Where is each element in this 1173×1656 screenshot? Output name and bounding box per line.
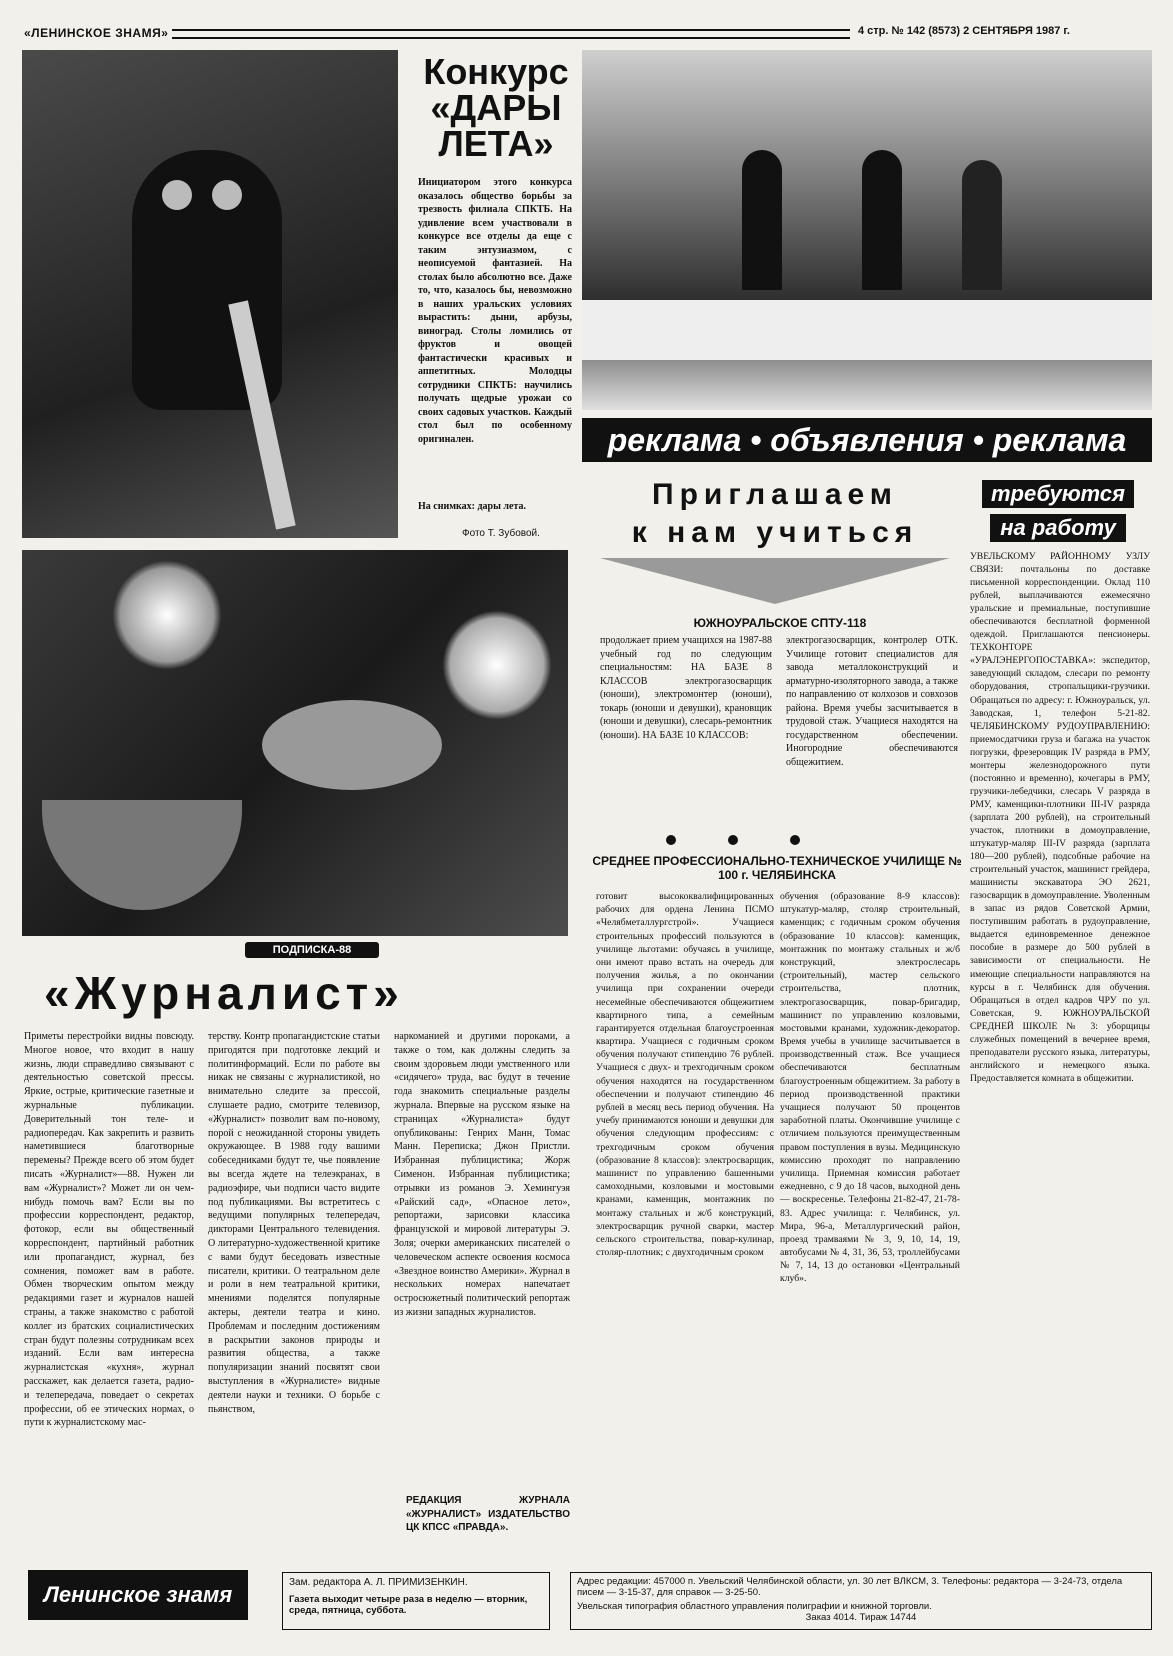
address-line: Адрес редакции: 457000 п. Увельский Челябинской области, ул. 30 лет ВЛКСМ, 3. Телефоны: редактора — 3-24-73, отдела писем — 3-15-37, для справок — 3-25-50. — [577, 1576, 1123, 1598]
uchilishche100-right: обучения (образование 8-9 классов): штукатур-маляр, столяр строительный, каменщик; с годичным сроком обучения (образование 10 классов): каменщик, монтажник по монтажу стальных и ж/б конструкций, электрослесарь (строительный), мастер сельского строительства, плотник, электрогазосварщик, повар-бригадир, машинист по управлению козловыми, мостовыми кранами, художник-декоратор. Время учебы в училище засчитывается в производственный стаж. Все учащиеся обеспечиваются бесплатным благоустроенным общежитием. За работу в период производственной практики учащиеся получают 50 процентов заработной платы. Окончившие училище с отличием пользуются преимущественным правом поступления в вузы. Медицинскую комиссию проходят по направлению училища. Приемная комиссия работает ежедневно, с 9 до 18 часов, выходной день — воскресенье. Телефоны 21-82-47, 21-78-83. Адрес училища: г. Челябинск, ул. Мира, 96-а, Металлургический район, проезд трамваями № 3, 9, 10, 14, 19, автобусами № 4, 31, 36, 53, троллейбусами № 7, 14, 13 до остановки «Центральный клуб». — [780, 891, 960, 1285]
journalist-title: «Журналист» — [44, 967, 404, 1019]
spto118-left: продолжает прием учащихся на 1987-88 учебный год по следующим специальностям: НА БАЗЕ 8 КЛАССОВ электрогазосварщик (юноши), электромонтер (юноши), токарь (юноши и девушки), крановщик (юноши и девушки), слесарь-ремонтник (юноши). НА БАЗЕ 10 КЛАССОВ: — [600, 635, 772, 741]
separator-dots — [640, 832, 826, 850]
journalist-col1: Приметы перестройки видны повсюду. Многое новое, что входит в нашу жизнь, люди справедливо связывают с деятельностью советской прессы. Яркие, острые, критические газетные и журнальные публикации. Доверительный тон теле- и радиопередач. Как закрепить и развить наметившиеся благотворные перемены? Прежде всего об этом будет писать «Журналист»—88. Нужен ли вам «Журналист»? Может ли он чем-нибудь помочь вам? Если вы по профессии корреспондент, редактор, фотокор, если вы общественный корреспондент, партийный работник или пропагандист, журнал, без сомнения, поможет вам в работе. Обмен творческим опытом между редакциями газет и журналов нашей страны, а также знакомство с работой коллег из братских социалистических стран будут полезны сотрудникам всех изданий. Если вам интересна журналистская «кухня», журнал расскажет, как делается газета, радио- и телепередача, поведает о секретах профессии, об ее этических нормах, о пути к журналистскому мас- — [24, 1031, 194, 1429]
newspaper-logo: Ленинское знамя — [28, 1570, 248, 1620]
photo-flowers-fruit — [22, 550, 568, 936]
editor-line: Зам. редактора А. Л. ПРИМИЗЕНКИН. — [289, 1577, 468, 1588]
ad-banner: реклама • объявления • реклама — [582, 418, 1152, 462]
schedule-line: Газета выходит четыре раза в неделю — вторник, среда, пятница, суббота. — [289, 1594, 528, 1616]
editor-box — [282, 1572, 550, 1630]
masthead-rule — [172, 29, 850, 39]
journalist-col2: терству. Контр пропагандистские статьи пригодятся при подготовке лекций и политинформаций. Если по работе вы никак не связаны с журналистикой, но внимательно следите за прессой, слушаете радио, смотрите телевизор, «Журналист» позволит вам по-новому, порой с неожиданной стороны увидеть окружающее. В 1988 году вашими собеседниками будут те, чье появление вы всегда ждете на телеэкранах, в радиоэфире, чьи подписи часто видите под публикациями. Вы встретитесь с ведущими популярных телепередач, дикторами Центрального телевидения. О литературно-художественной критике с вами будут беседовать известные писатели, критики. О театральном деле и роли в нем театральной критики, мнениями поделятся популярные актеры, деятели театра и кино. Проблемам и последним достижениям в раскрытии законов природы и развития общества, а также популяризации знаний посвятят свои выступления в «Журналисте» видные деятели науки и техники. О борьбе с пьянством, — [208, 1031, 380, 1415]
photo-exhibition — [582, 50, 1152, 410]
invite-title-line2: к нам учиться — [631, 516, 919, 549]
journalist-signature: РЕДАКЦИЯ ЖУРНАЛА «ЖУРНАЛИСТ» ИЗДАТЕЛЬСТВО ЦК КПСС «ПРАВДА». — [406, 1495, 570, 1533]
contest-body: Инициатором этого конкурса оказалось общество борьбы за трезвость филиала СПКТБ. На удивление всем участвовали в конкурсе все отделы да еще с таким энтузиазмом, с неописуемой фантазией. На столах было абсолютно все. Даже то, что, казалось бы, невозможно в наших уральских условиях вырастить: дыни, арбузы, виноград. Столы ломились от фруктов и овощей фантастически красивых и аппетитных. Молодцы сотрудники СПКТБ: научились получать щедрые урожаи со своих садовых участков. Каждый стол был по особенному оригинален. — [418, 177, 572, 445]
order-line: Заказ 4014. Тираж 14744 — [805, 1612, 917, 1623]
jobs-title-line1: требуются — [982, 480, 1134, 508]
spto118-right: электрогазосварщик, контролер ОТК. Училище готовит специалистов для завода металлоконструкций и арматурно-изоляторного завода, а также по направлению от колхозов и совхозов района. Время учебы засчитывается в трудовой стаж. Учащиеся находятся на государственном обеспечении. Иногородние обеспечиваются общежитием. — [786, 635, 958, 768]
address-box — [570, 1572, 1152, 1630]
subscription-tag: ПОДПИСКА-88 — [245, 942, 379, 958]
photo-credit: Фото Т. Зубовой. — [462, 528, 540, 539]
jobs-title-line2: на работу — [990, 514, 1126, 542]
printer-line: Увельская типография областного управления полиграфии и книжной торговли. — [577, 1601, 932, 1612]
photo-vegetable-figure — [22, 50, 398, 538]
contest-caption: На снимках: дары лета. — [418, 501, 527, 512]
uchilishche100-heading: СРЕДНЕЕ ПРОФЕССИОНАЛЬНО-ТЕХНИЧЕСКОЕ УЧИЛИЩЕ № 100 г. ЧЕЛЯБИНСКА — [592, 854, 962, 882]
issue-info: 4 стр. № 142 (8573) 2 СЕНТЯБРЯ 1987 г. — [858, 25, 1070, 37]
paper-name: «ЛЕНИНСКОЕ ЗНАМЯ» — [24, 26, 169, 40]
invite-title-line1: Приглашаем — [652, 478, 898, 511]
uchilishche100-left: готовит высококвалифицированных рабочих для ордена Ленина ПСМО «Челябметаллургстрой». Учащиеся строительных профессий пользуются в училище льготами: обучаясь в училище, они имеют право встать на очередь для получения жилья, а по окончании училища при сохранении очереди несемейные обеспечиваются общежитием квартирного типа, а семейным гарантируется отдельная благоустроенная квартира. Учащиеся с годичным сроком обучения получают стипендию 76 рублей. Учащиеся с двух- и трехгодичным сроком обучения находятся на государственном обеспечении и получают стипендию 46 рублей в месяц весь период обучения. На учебу принимаются юноши и девушки для обучения следующим профессиям: с трехгодичным сроком обучения (образование 8 классов): электросварщик, машинист по управлению башенными самоходными, козловыми и мостовыми кранами, каменщик, монтажник по монтажу стальных и ж/б конструкций, электросварщик ручной сварки, мастер сельского строительства, повар-кулинар, столяр-плотник; с двухгодичным сроком — [596, 891, 774, 1259]
journalist-col3: наркоманией и другими пороками, а также о том, как должны следить за своим здоровьем люди умственного или «сидячего» труда, вас будут в течение года знакомить специальные разделы журнала. Впервые на русском языке на страницах «Журналиста» будут опубликованы: Генрих Манн, Томас Манн. Переписка; Джон Пристли. Избранная публицистика; Жорж Сименон. Избранная публицистика; отрывки из романов Э. Хемингуэя «Райский сад», «Опасное лето», репортажи, зарисовки классика французской и мировой литературы Э. Золя; очерки американских писателей о человеческом аспекте освоения космоса «Звездное воинство Америки». Журнал в нескольких номерах напечатает остросюжетный политический репортаж из жизни западных журналистов. — [394, 1031, 570, 1318]
invite-arrow — [600, 558, 950, 604]
jobs-text: УВЕЛЬСКОМУ РАЙОННОМУ УЗЛУ СВЯЗИ: почтальоны по доставке письменной корреспонденции. Оклад 110 рублей, выплачиваются ежемесячно уральские и премиальные, поступившие обеспечиваются бесплатной форменной одеждой. Приглашаются пенсионеры. ТЕХКОНТОРЕ «УРАЛЭНЕРГОПОСТАВКА»: экспедитор, заведующий складом, слесари по ремонту оборудования, стропальщики-грузчики. Обращаться по адресу: г. Южноуральск, ул. Заводская, 1, телефон 5-21-82. ЧЕЛЯБИНСКОМУ РУДОУПРАВЛЕНИЮ: приемосдатчики груза и багажа на участок погрузки, фрезеровщик IV разряда в РМУ, монтеры железнодорожного пути (постоянно и временно), кочегары в РМУ, грузчики-лебедчики, слесарь V разряда в РМУ, каменщики-плотники III-IV разряда (зарплата 200 рублей), на строительный участок, плотники в домоуправление, штукатур-маляр III-IV разряда (зарплата 180—200 рублей), подсобные рабочие на строительный участок, машинист грейдера, машинисты экскаватора ЭО 2621, газосварщик в домоуправление. Уволенным в запас из рядов Советской Армии, поступившим работать в рудоуправление, выдается единовременное денежное пособие в размере до 500 рублей в зависимости от специальности. Не имеющие специальности направляются на курсы в г. Челябинск для обучения. Обращаться в отдел кадров ЧРУ по ул. Советская, 9. ЮЖНОУРАЛЬСКОЙ СРЕДНЕЙ ШКОЛЕ № 3: уборщицы служебных помещений в вечернее время, преподаватели русского языка, литературы, английского и немецкого языка. Предоставляется комната в общежитии. — [970, 551, 1150, 1084]
contest-title: Конкурс «ДАРЫ ЛЕТА» — [423, 51, 569, 164]
spto118-heading: ЮЖНОУРАЛЬСКОЕ СПТУ-118 — [693, 616, 867, 630]
